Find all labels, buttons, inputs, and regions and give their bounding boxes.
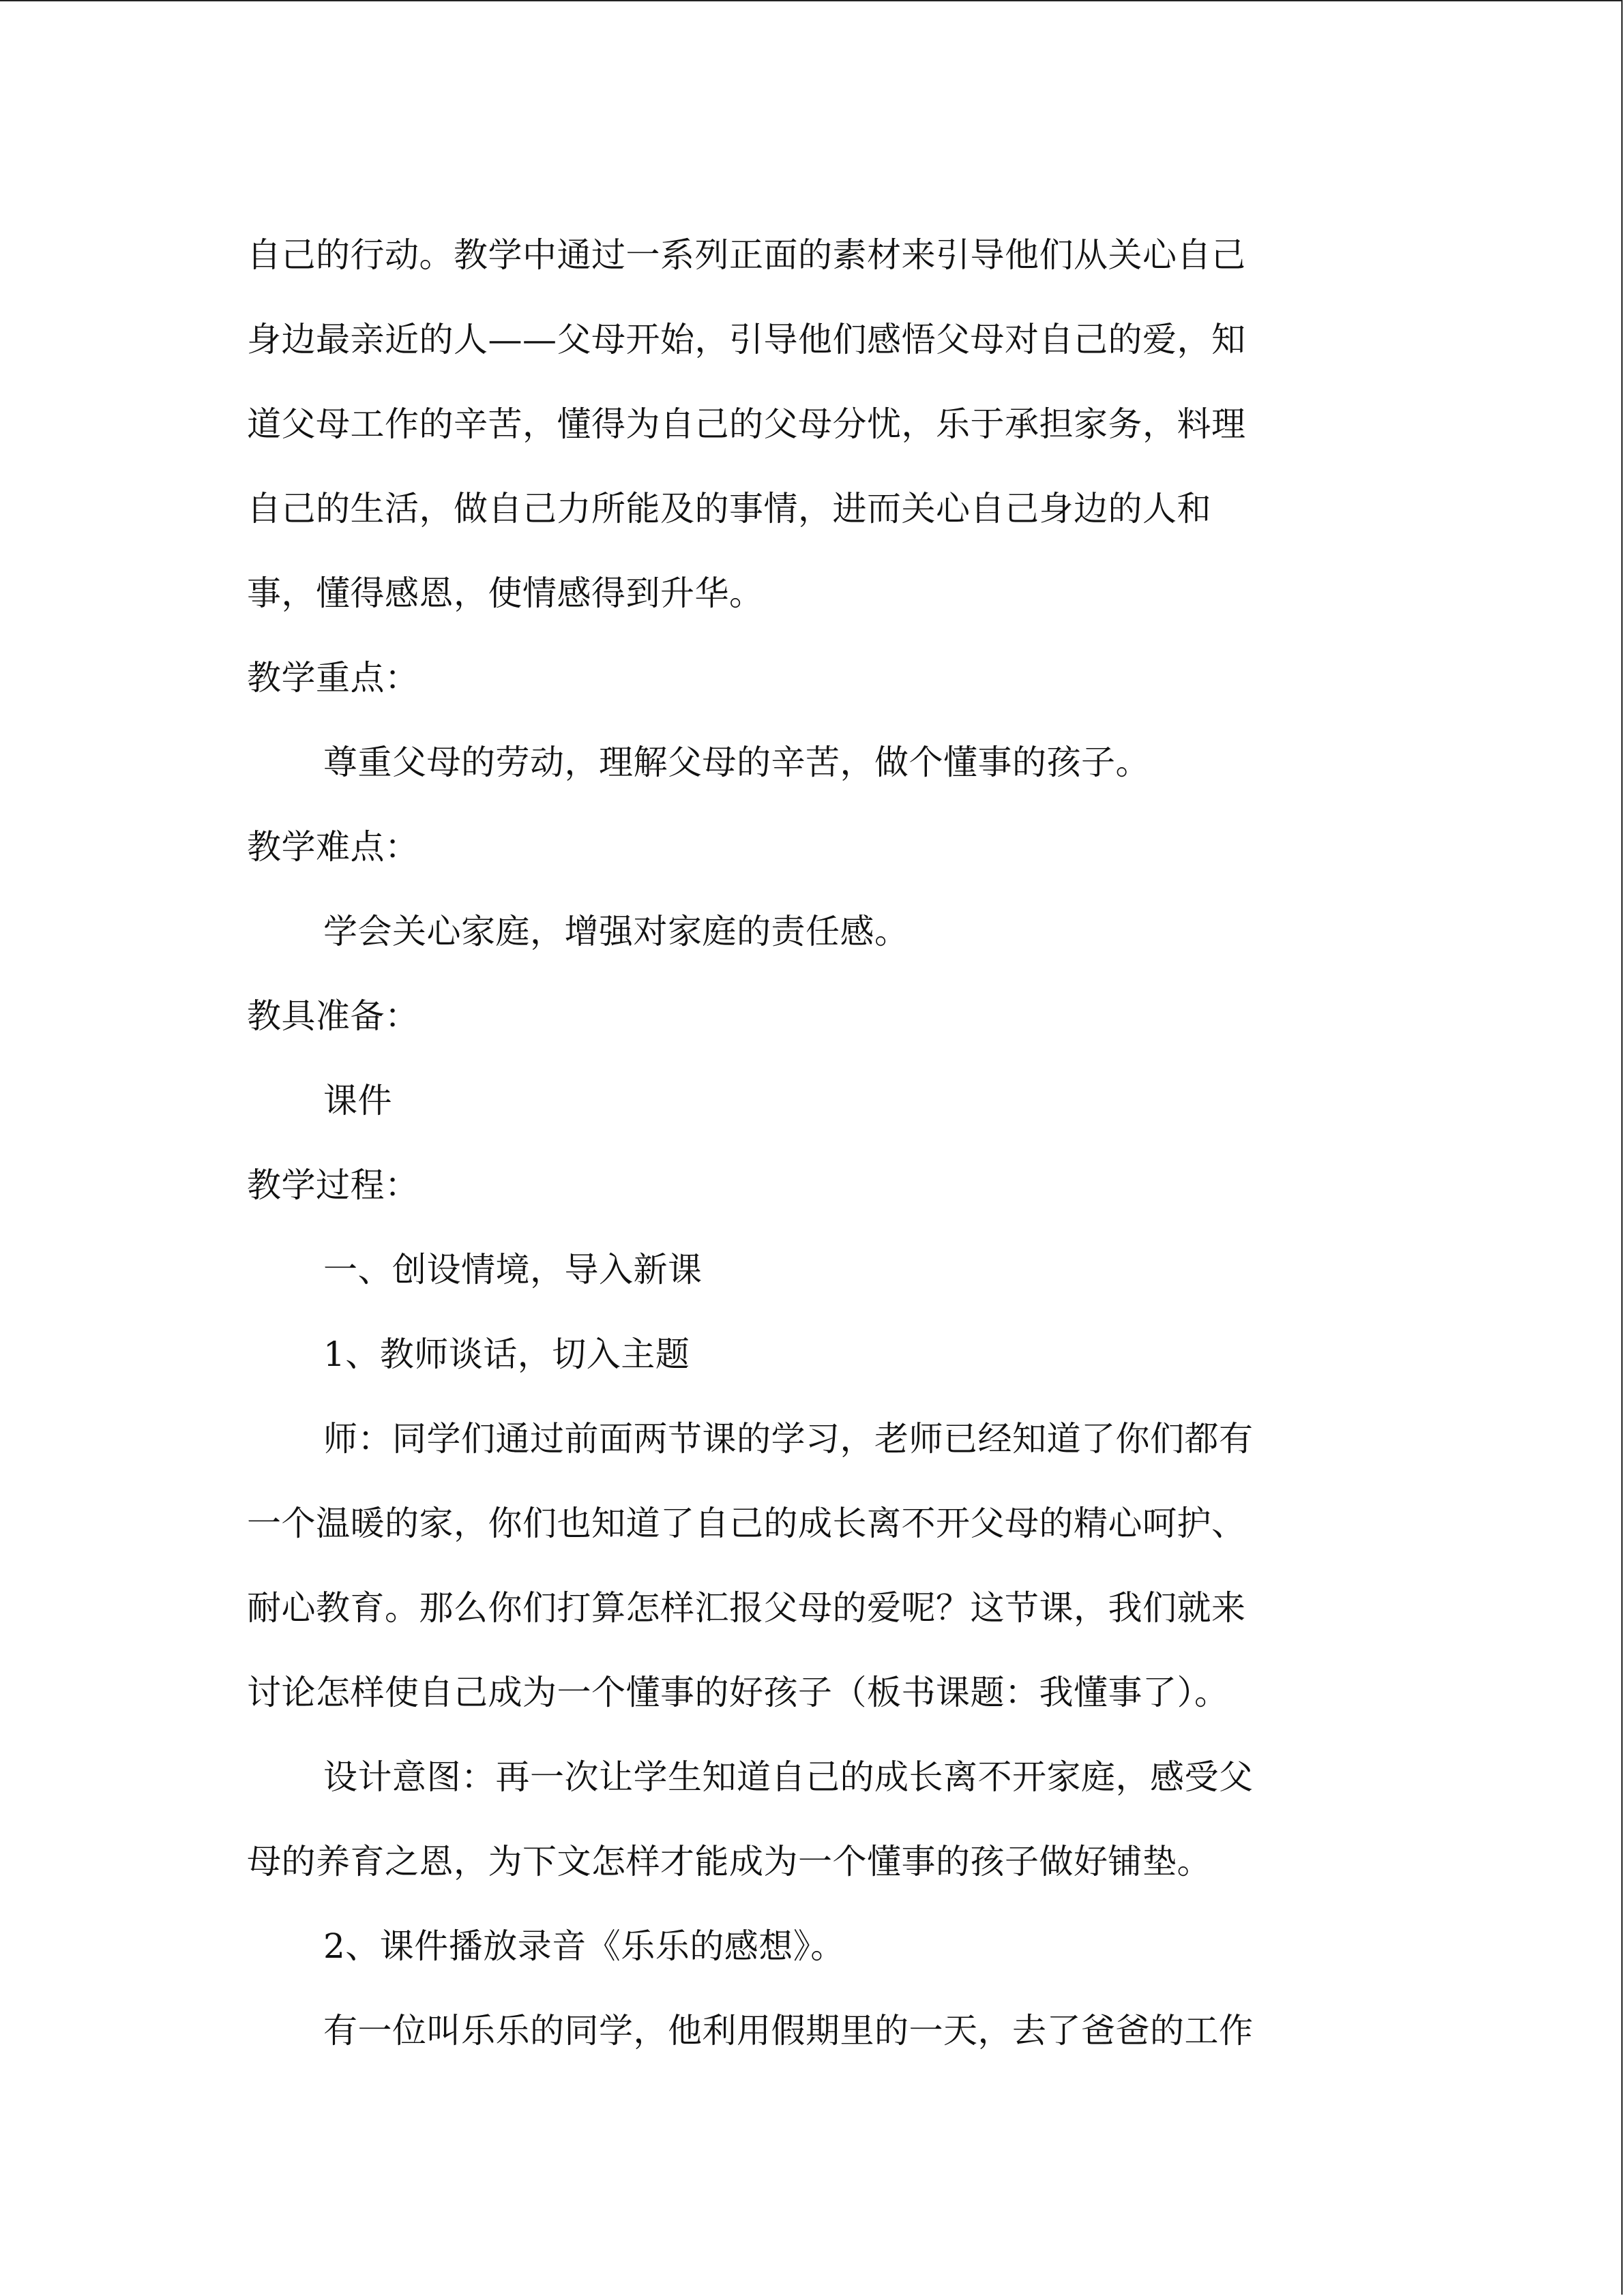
section-heading-materials: 教具准备： [247, 996, 419, 1036]
text-line-2: 身边最亲近的人——父母开始，引导他们感悟父母对自己的爱，知 [247, 320, 1246, 359]
text-line-15: 师：同学们通过前面两节课的学习，老师已经知道了你们都有 [323, 1419, 1254, 1459]
text-line-1: 自己的行动。教学中通过一系列正面的素材来引导他们从关心自己 [247, 235, 1246, 275]
process-step-1: 一、创设情境，导入新课 [323, 1250, 703, 1289]
materials-text: 课件 [323, 1081, 392, 1120]
text-line-19: 设计意图：再一次让学生知道自己的成长离不开家庭，感受父 [323, 1757, 1254, 1797]
text-line-16: 一个温暖的家，你们也知道了自己的成长离不开父母的精心呵护、 [247, 1504, 1246, 1543]
document-body [247, 213, 1355, 2073]
process-substep-2: 2、课件播放录音《乐乐的感想》。 [323, 1926, 845, 1966]
text-line-5: 事，懂得感恩，使情感得到升华。 [247, 573, 764, 613]
text-line-3: 道父母工作的辛苦，懂得为自己的父母分忧，乐于承担家务，料理 [247, 404, 1246, 444]
text-line-17: 耐心教育。那么你们打算怎样汇报父母的爱呢？这节课，我们就来 [247, 1588, 1246, 1628]
text-line-18: 讨论怎样使自己成为一个懂事的好孩子（板书课题：我懂事了）。 [247, 1673, 1229, 1712]
section-heading-key-points: 教学重点： [247, 658, 419, 698]
text-line-22: 有一位叫乐乐的同学，他利用假期里的一天，去了爸爸的工作 [323, 2011, 1254, 2051]
section-heading-difficulties: 教学难点： [247, 827, 419, 867]
difficulties-text: 学会关心家庭，增强对家庭的责任感。 [323, 912, 909, 951]
process-substep-1: 1、教师谈话，切入主题 [323, 1335, 690, 1374]
text-line-4: 自己的生活，做自己力所能及的事情，进而关心自己身边的人和 [247, 489, 1211, 528]
text-line-20: 母的养育之恩，为下文怎样才能成为一个懂事的孩子做好铺垫。 [247, 1842, 1211, 1881]
section-heading-process: 教学过程： [247, 1165, 419, 1205]
key-points-text: 尊重父母的劳动，理解父母的辛苦，做个懂事的孩子。 [323, 743, 1150, 782]
